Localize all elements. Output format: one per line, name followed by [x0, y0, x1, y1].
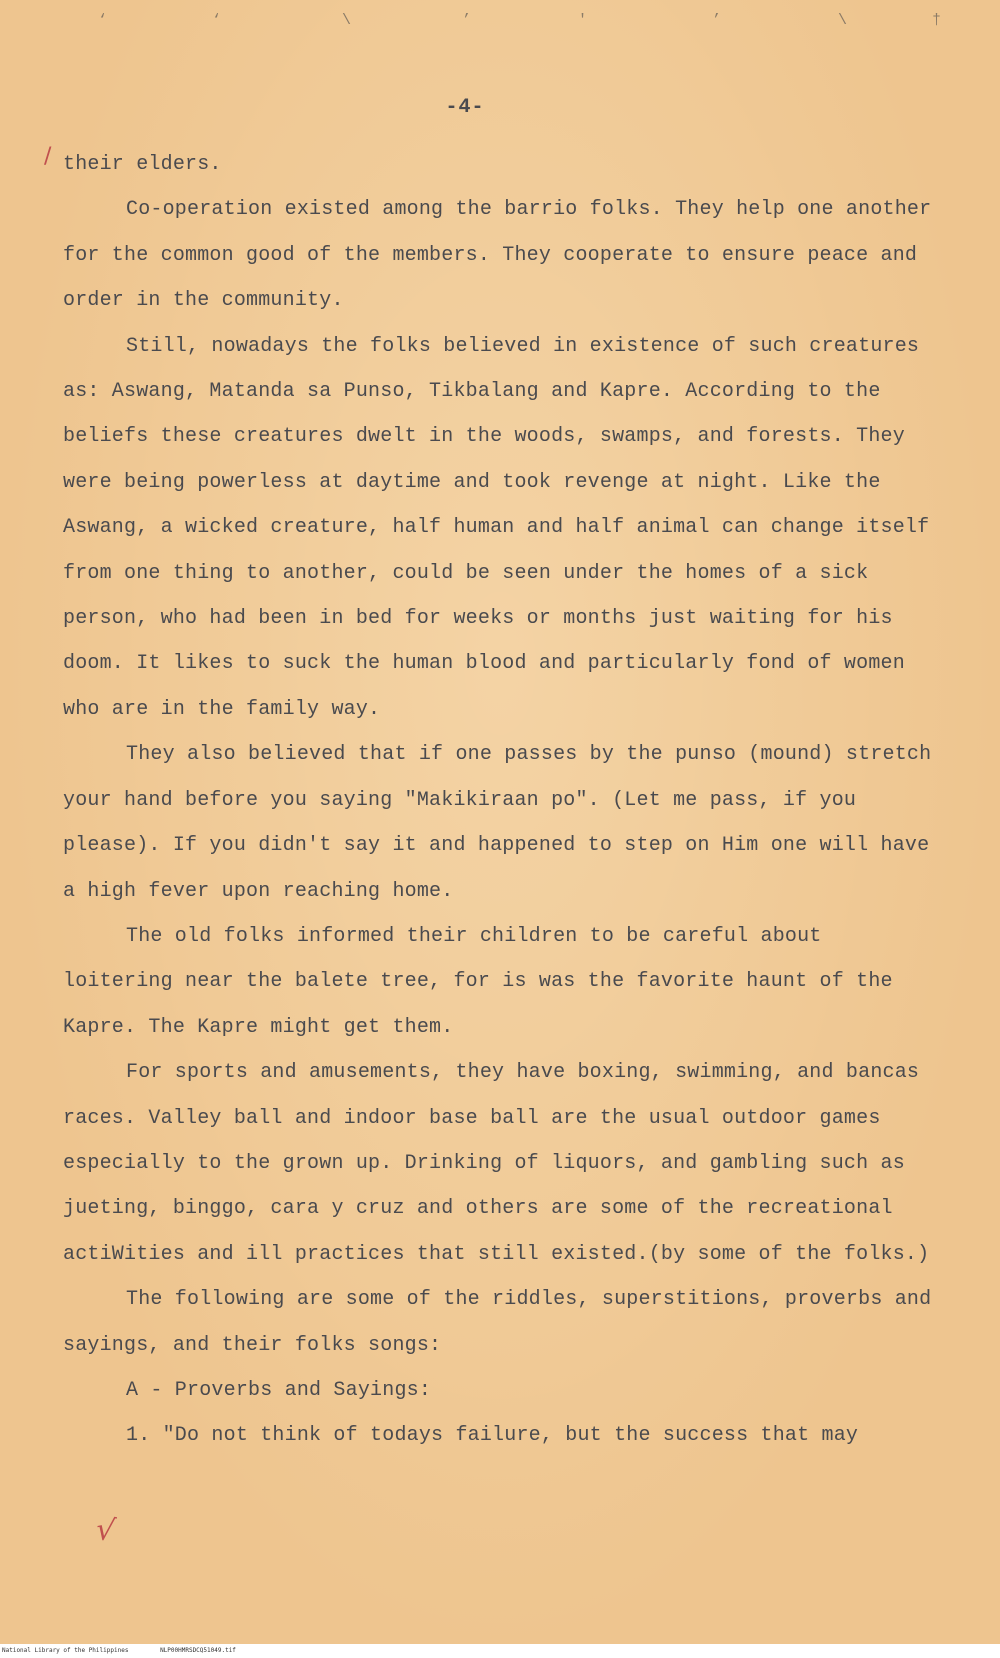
top-edge-mark: ‘ [212, 12, 222, 29]
top-edge-mark: ' [578, 12, 588, 29]
page-number: -4- [445, 96, 485, 119]
document-body [63, 142, 943, 1459]
paragraph-cooperation: Co-operation existed among the barrio folks. They help one another for the common good of the members. They cooperate to ensure peace and order in the community. [63, 198, 932, 313]
section-heading-proverbs: A - Proverbs and Sayings: [126, 1378, 432, 1402]
paragraph-sports: For sports and amusements, they have boxing, swimming, and bancas races. Valley ball and indoor base ball are the usual outdoor games especially to the grown up. Drinking of liquors, and gambling such as jueting, binggo, cara y cruz and others are some of the recreational actiWities and ill practices that still existed.(by some of the folks.) [63, 1061, 930, 1266]
top-edge-mark: \ [342, 12, 352, 29]
margin-slash-mark: / [44, 144, 52, 169]
top-edge-mark: ‘ [98, 12, 108, 29]
check-mark-icon: √ [93, 1511, 118, 1550]
paragraph-following: The following are some of the riddles, superstitions, proverbs and sayings, and their folks songs: [63, 1288, 932, 1357]
footer-file-id: NLP00HMRSDCQ51049.tif [160, 1647, 236, 1654]
scan-footer-caption [0, 1644, 1000, 1658]
paragraph-continuation: their elders. [63, 153, 222, 176]
footer-library-name: National Library of the Philippines [2, 1647, 129, 1654]
top-edge-mark: ’ [462, 12, 472, 29]
paragraph-creatures: Still, nowadays the folks believed in existence of such creatures as: Aswang, Matanda sa Punso, Tikbalang and Kapre. According to the beliefs these creatures dwelt in the woods, swamps, and forests. They were being powerless at daytime and took revenge at night. Like the Aswang, a wicked creature, half human and half animal can change itself from one thing to another, could be seen under the homes of a sick person, who had been in bed for weeks or months just waiting for his doom. It likes to suck the human blood and particularly fond of women who are in the family way. [63, 334, 930, 721]
paragraph-punso: They also believed that if one passes by the punso (mound) stretch your hand before you saying "Makikiraan po". (Let me pass, if you please). If you didn't say it and happened to step on Him one will have a high fever upon reaching home. [63, 743, 932, 903]
top-edge-mark: † [932, 12, 942, 29]
top-edge-mark: ’ [712, 12, 722, 29]
paragraph-kapre: The old folks informed their children to be careful about loitering near the balete tree, for is was the favorite haunt of the Kapre. The Kapre might get them. [63, 924, 893, 1039]
top-edge-mark: \ [838, 12, 848, 29]
proverb-list-item: 1. "Do not think of todays failure, but the success that may [126, 1424, 859, 1448]
